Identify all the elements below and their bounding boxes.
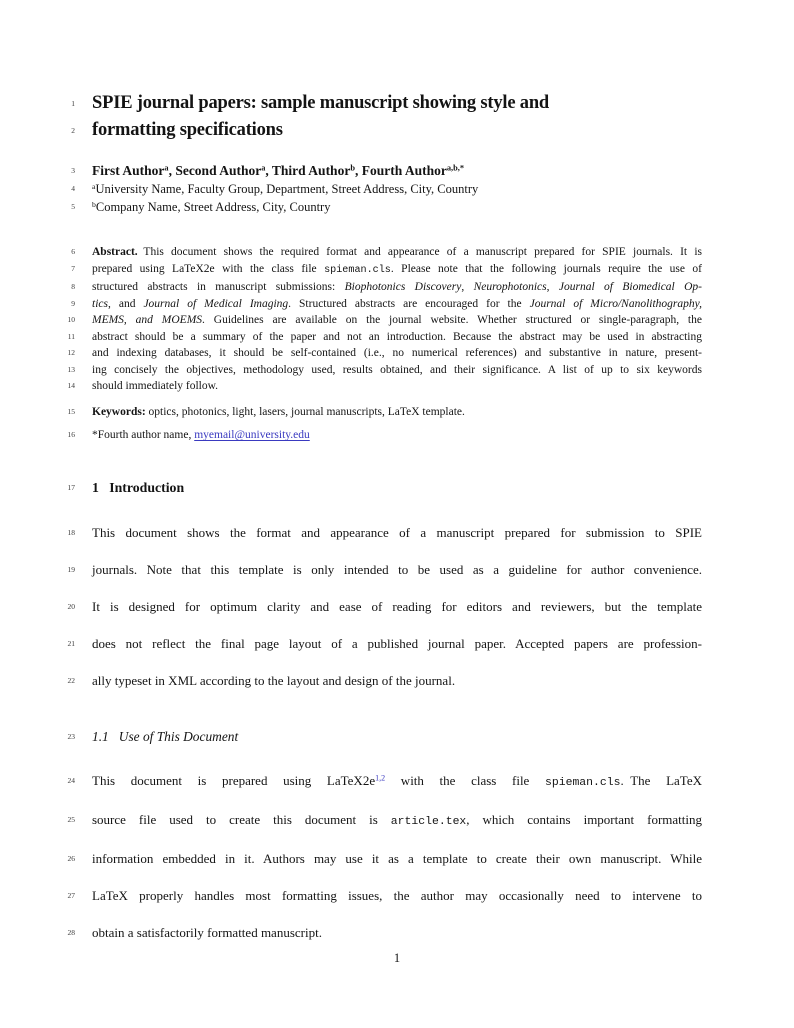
- line-text: information embedded in it. Authors may use it as a template to create their own manuscript. While: [92, 850, 702, 866]
- keywords-line: [67, 404, 702, 421]
- line: [67, 625, 702, 662]
- line: [67, 551, 702, 588]
- line-text: source file used to create this document is article.tex, which contains important formatting: [92, 811, 702, 828]
- line-number: 14: [67, 381, 75, 390]
- line-number: 15: [67, 406, 75, 416]
- line-number: 12: [67, 348, 75, 357]
- line-number: 24: [67, 775, 75, 785]
- segment-i: Journal of Biomedical Op-: [558, 281, 703, 293]
- line-text: tics, and Journal of Medical Imaging. Structured abstracts are encouraged for the Journal of Micro/Nanolithography,: [92, 297, 702, 310]
- line-number: 26: [67, 853, 75, 863]
- author-list: [71, 161, 702, 180]
- line-text: SPIE journal papers: sample manuscript showing style and: [92, 93, 550, 113]
- line-text: $^a$University Name, Faculty Group, Department, Street Address, City, Country: [92, 181, 479, 196]
- segment-sup: a: [92, 181, 96, 191]
- line-number: 2: [71, 126, 75, 135]
- segment-b: Keywords:: [92, 405, 146, 418]
- line: [67, 362, 702, 379]
- line: [71, 90, 702, 117]
- line: [71, 198, 702, 216]
- line-number: 27: [67, 890, 75, 900]
- line-text: and indexing databases, it should be self-contained (i.e., no numerical references) and substantive in nature, present-: [92, 347, 702, 359]
- segment-sup: b: [350, 163, 355, 173]
- line-text: First Author$^a$, Second Author$^a$, Third Author$^b$, Fourth Author$^{a,b,*}$: [92, 163, 465, 178]
- citation-link[interactable]: 1,2: [375, 773, 386, 783]
- line-number: 6: [71, 247, 75, 256]
- line-number: 22: [67, 675, 75, 685]
- line: [67, 588, 702, 625]
- segment-i: Neurophotonics: [473, 281, 547, 293]
- use-of-document-paragraph: [67, 762, 702, 951]
- line-text: LaTeX properly handles most formatting issues, the author may occasionally need to intervene to: [92, 887, 702, 903]
- line-text: This document shows the format and appearance of a manuscript prepared for submission to SPIE: [92, 524, 702, 540]
- line: [67, 329, 702, 346]
- segment-i: tics: [92, 297, 108, 310]
- line-number: 10: [67, 315, 75, 324]
- line-text: This document is prepared using $LaTeX2e^{1,2}$ with the class file spieman.cls. The LaTeX: [92, 772, 702, 789]
- affiliations: [71, 180, 702, 216]
- line-number: 21: [67, 638, 75, 648]
- segment-m: article.tex: [390, 814, 467, 828]
- page-number: 1: [393, 951, 401, 965]
- line: [67, 312, 702, 329]
- email-link[interactable]: myemail@university.edu: [194, 429, 310, 441]
- line-text: *Fourth author name, myemail@university.edu: [92, 429, 310, 441]
- segment-i: Biophotonics Discovery: [344, 281, 462, 293]
- line-number: 3: [71, 166, 75, 175]
- line-number: 17: [67, 482, 75, 492]
- segment-m: spieman.cls: [324, 264, 391, 276]
- line-text: obtain a satisfactorily formatted manuscript.: [92, 924, 322, 940]
- line-text: 1 Introduction: [92, 479, 185, 495]
- line: [67, 801, 702, 840]
- segment-i: Journal of Medical Imaging: [143, 297, 289, 310]
- line-number: 18: [67, 527, 75, 537]
- line-text: MEMS, and MOEMS. Guidelines are available on the journal website. Whether structured or single-paragraph, the: [92, 314, 702, 326]
- line: [71, 117, 702, 144]
- segment-sup: a: [261, 163, 266, 173]
- line-number: 28: [67, 927, 75, 937]
- corresponding-author-footnote: [67, 427, 702, 444]
- abstract: [67, 244, 703, 395]
- line-text: 1.1 Use of This Document: [92, 728, 239, 744]
- line: [67, 345, 702, 362]
- segment-sup: a: [164, 163, 169, 173]
- line-text: $^b$Company Name, Street Address, City, Country: [92, 199, 331, 214]
- line-text: abstract should be a summary of the paper and not an introduction. Because the abstract may be used in abstracting: [92, 330, 702, 343]
- line-text: Keywords: optics, photonics, light, lasers, journal manuscripts, LaTeX template.: [92, 405, 465, 418]
- line: [67, 877, 702, 914]
- line: [67, 478, 702, 497]
- line-text: prepared using LaTeX2e with the class file spieman.cls. Please note that the following journals require the use of: [92, 262, 703, 276]
- line-number: 16: [67, 430, 75, 439]
- line-number: 7: [71, 263, 75, 273]
- line-text: should immediately follow.: [92, 380, 219, 392]
- line-text: It is designed for optimum clarity and ease of reading for editors and reviewers, but the template: [92, 598, 702, 614]
- subsection-heading-use-of-this-document: [67, 727, 702, 746]
- line-text: ally typeset in XML according to the layout and design of the journal.: [92, 672, 456, 688]
- line-number: 20: [67, 601, 75, 611]
- line-number: 8: [71, 282, 75, 291]
- paper-title: [71, 90, 702, 144]
- segment-b: Abstract.: [92, 246, 138, 258]
- line-number: 11: [67, 331, 75, 341]
- line-number: 19: [67, 564, 75, 574]
- line: [71, 244, 702, 261]
- line-text: journals. Note that this template is only intended to be used as a guideline for author convenience.: [92, 561, 702, 577]
- line-number: 5: [71, 202, 75, 211]
- line: [71, 296, 702, 313]
- segment-i: Journal of Micro/Nanolithography,: [529, 297, 702, 310]
- line-number: 9: [71, 298, 75, 308]
- line-text: Abstract. This document shows the required format and appearance of a manuscript prepared for SPIE journals. It is: [92, 246, 702, 258]
- line: [67, 378, 702, 395]
- segment-m: spieman.cls: [544, 775, 621, 789]
- section-heading-introduction: [67, 478, 702, 497]
- line: [67, 662, 702, 699]
- line-text: formatting specifications: [92, 120, 283, 140]
- line: [67, 404, 702, 421]
- line-text: structured abstracts in manuscript submissions: Biophotonics Discovery, Neurophotonics, Journal of Biomedical Op-: [92, 281, 703, 293]
- line: [71, 261, 703, 280]
- line-number: 4: [71, 184, 75, 193]
- line-text: ing concisely the objectives, methodology used, results obtained, and their significance. A list of up to six keywords: [92, 363, 702, 376]
- segment-i: MEMS, and MOEMS: [92, 314, 203, 326]
- line: [67, 427, 702, 444]
- segment-sup: b: [92, 199, 96, 209]
- line-number: 1: [71, 99, 75, 108]
- segment-sup: a,b,*: [446, 163, 465, 173]
- line: [71, 180, 702, 198]
- line: [67, 914, 702, 951]
- line: [67, 840, 702, 877]
- line: [67, 514, 702, 551]
- line-number: 13: [67, 364, 75, 374]
- line-number: 25: [67, 814, 75, 824]
- line-number: 23: [67, 731, 75, 741]
- line: [71, 161, 702, 180]
- line: [71, 279, 703, 296]
- introduction-paragraph: [67, 514, 702, 699]
- line: [67, 727, 702, 746]
- line: [67, 762, 702, 801]
- line-text: does not reflect the final page layout of a published journal paper. Accepted papers are profession-: [92, 635, 702, 651]
